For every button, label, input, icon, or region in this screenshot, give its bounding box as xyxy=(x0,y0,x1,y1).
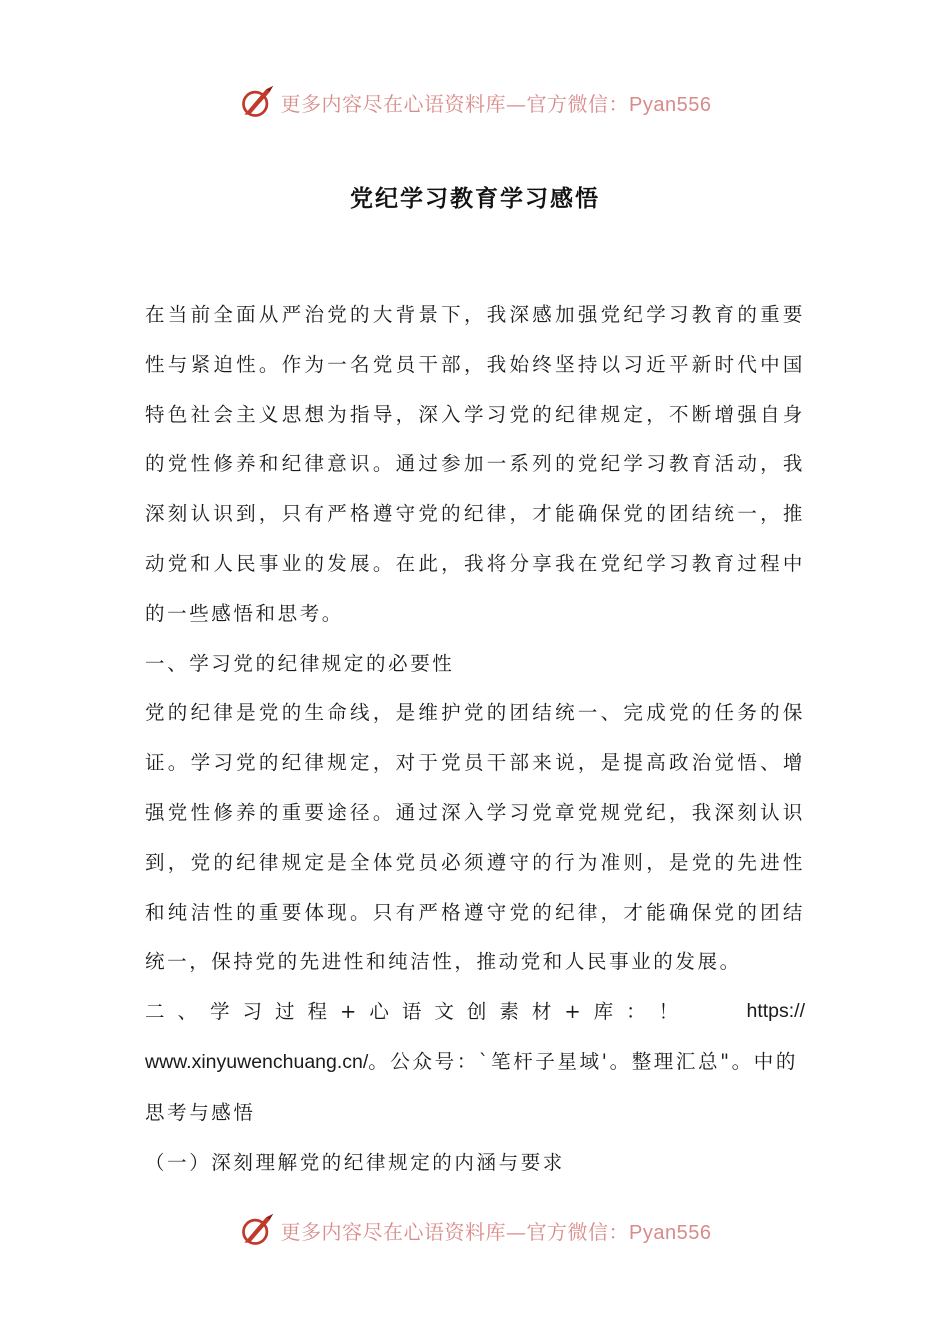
quill-pen-logo-icon xyxy=(239,84,275,120)
url-link-part1[interactable]: https:// xyxy=(746,1000,805,1023)
subheading-1: （一）深刻理解党的纪律规定的内涵与要求 xyxy=(145,1150,565,1174)
section-heading-2 xyxy=(145,987,805,1137)
footer-watermark xyxy=(0,1210,950,1250)
section-1-paragraph: 党的纪律是党的生命线，是维护党的团结统一、完成党的任务的保证。学习党的纪律规定，对于党员干部来说，是提高政治觉悟、增强党性修养的重要途径。通过深入学习党章党规党纪，我深刻认识到，党的纪律规定是全体党员必须遵守的行为准则，是党的先进性和纯洁性的重要体现。只有严格遵守党的纪律，才能确保党的团结统一，保持党的先进性和纯洁性，推动党和人民事业的发展。 xyxy=(145,701,805,974)
header-watermark xyxy=(0,82,950,122)
watermark-text: 更多内容尽在心语资料库—官方微信：Pyan556 xyxy=(280,91,712,116)
intro-paragraph: 在当前全面从严治党的大背景下，我深感加强党纪学习教育的重要性与紧迫性。作为一名党员干部，我始终坚持以习近平新时代中国特色社会主义思想为指导，深入学习党的纪律规定，不断增强自身的党性修养和纪律意识。通过参加一系列的党纪学习教育活动，我深刻认识到，只有严格遵守党的纪律，才能确保党的团结统一，推动党和人民事业的发展。在此，我将分享我在党纪学习教育过程中的一些感悟和思考。 xyxy=(145,303,805,625)
watermark-text: 更多内容尽在心语资料库—官方微信：Pyan556 xyxy=(280,1219,712,1244)
page-title: 党纪学习教育学习感悟 xyxy=(350,185,600,212)
url-link-part2[interactable]: www.xinyuwenchuang.cn/ xyxy=(145,1050,369,1073)
section-heading-1: 一、学习党的纪律规定的必要性 xyxy=(145,651,455,675)
quill-pen-logo-icon xyxy=(239,1212,275,1248)
document-body xyxy=(145,290,805,1187)
section-heading-2-suffix: 。公众号：`笔杆子星域'。整理汇总"。中的 xyxy=(368,1049,798,1073)
section-heading-2-end: 思考与感悟 xyxy=(145,1100,256,1124)
section-heading-2-prefix: 二、学习过程+心语文创素材+库：！ xyxy=(145,1000,692,1024)
